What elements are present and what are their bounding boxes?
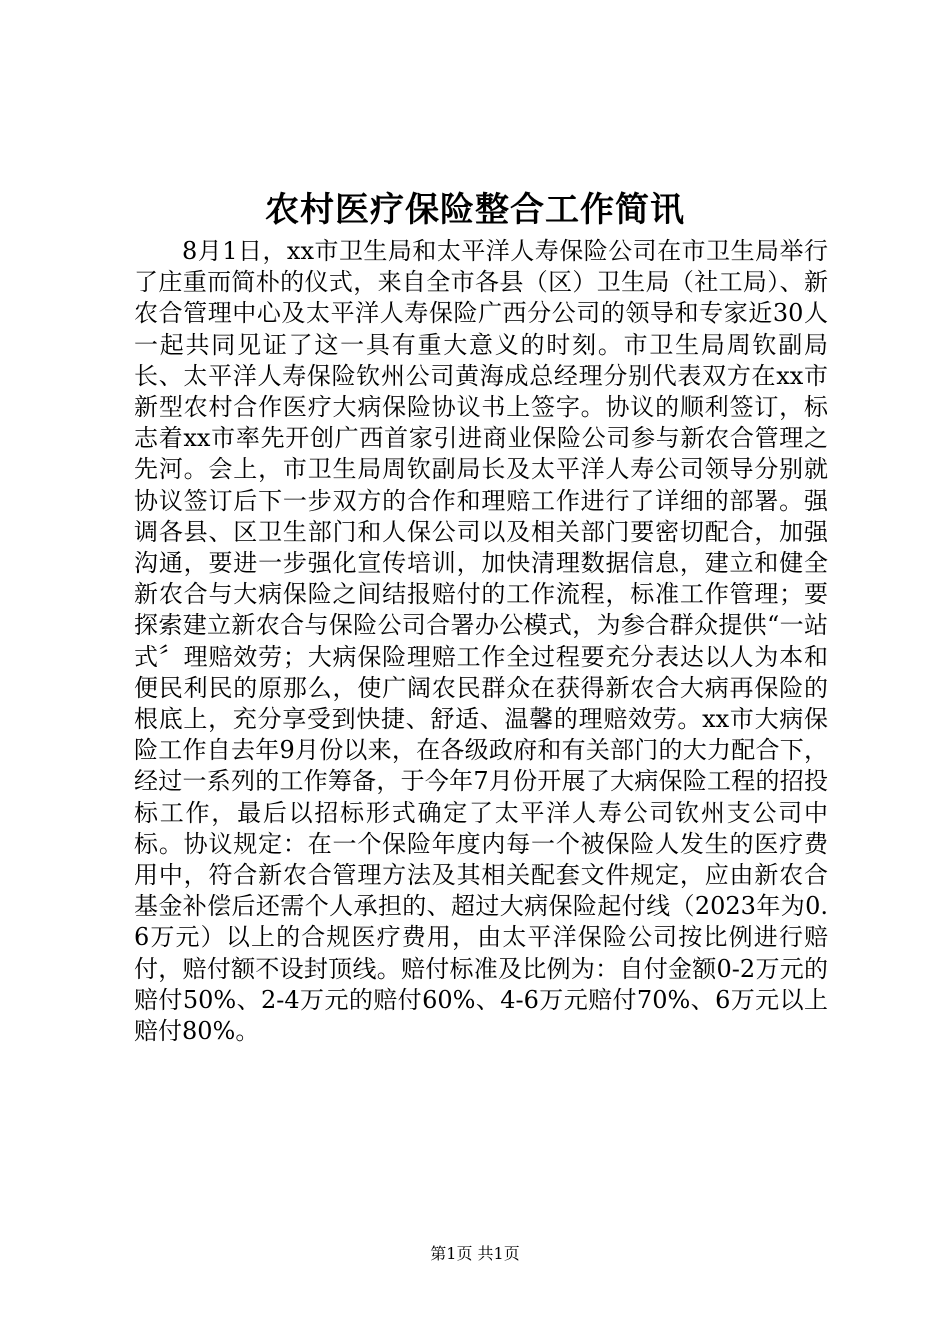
document-body-paragraph: 8月1日，xx市卫生局和太平洋人寿保险公司在市卫生局举行了庄重而简朴的仪式，来自全市各县（区）卫生局（社工局）、新农合管理中心及太平洋人寿保险广西分公司的领导和专家近30人一起共同见证了这一具有重大意义的时刻。市卫生局周钦副局长、太平洋人寿保险钦州公司黄海成总经理分别代表双方在xx市新型农村合作医疗大病保险协议书上签字。协议的顺利签订，标志着xx市率先开创广西首家引进商业保险公司参与新农合管理之先河。会上，市卫生局周钦副局长及太平洋人寿公司领导分别就协议签订后下一步双方的合作和理赔工作进行了详细的部署。强调各县、区卫生部门和人保公司以及相关部门要密切配合，加强沟通，要进一步强化宣传培训，加快清理数据信息，建立和健全新农合与大病保险之间结报赔付的工作流程，标准工作管理；要探索建立新农合与保险公司合署办公模式，为参合群众提供“一站式〞理赔效劳；大病保险理赔工作全过程要充分表达以人为本和便民利民的原那么，使广阔农民群众在获得新农合大病再保险的根底上，充分享受到快捷、舒适、温馨的理赔效劳。xx市大病保险工作自去年9月份以来，在各级政府和有关部门的大力配合下，经过一系列的工作筹备，于今年7月份开展了大病保险工程的招投标工作，最后以招标形式确定了太平洋人寿公司钦州支公司中标。协议规定：在一个保险年度内每一个被保险人发生的医疗费用中，符合新农合管理方法及其相关配套文件规定，应由新农合基金补偿后还需个人承担的、超过大病保险起付线（2023年为0.6万元）以上的合规医疗费用，由太平洋保险公司按比例进行赔付，赔付额不设封顶线。赔付标准及比例为：自付金额0-2万元的赔付50%、2-4万元的赔付60%、4-6万元赔付70%、6万元以上赔付80%。: [134, 237, 828, 1046]
page-number-footer: 第1页 共1页: [430, 1244, 520, 1263]
document-title: 农村医疗保险整合工作简讯: [265, 190, 685, 230]
